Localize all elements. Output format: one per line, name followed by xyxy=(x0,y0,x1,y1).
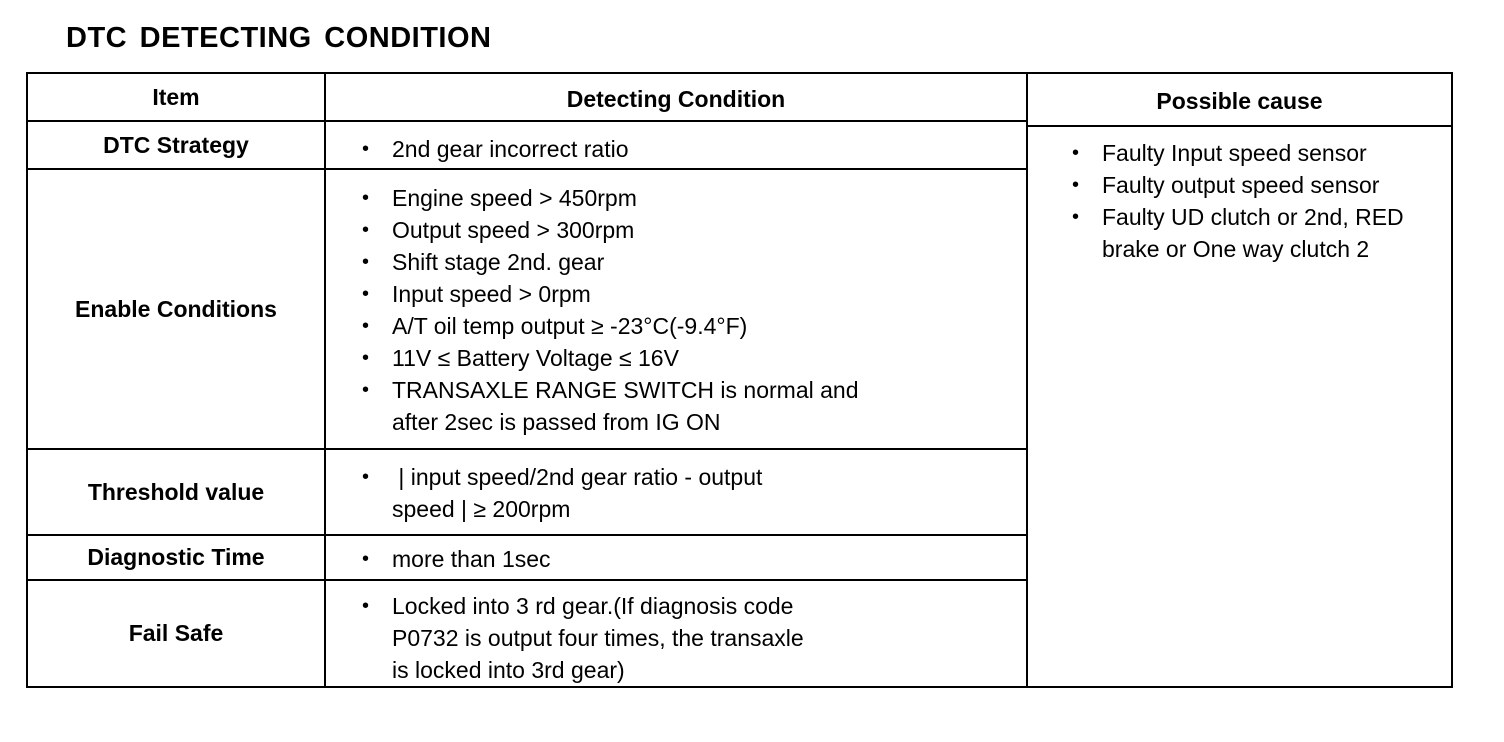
condition-line: • more than 1sec xyxy=(362,543,1016,575)
condition-line: • 11V ≤ Battery Voltage ≤ 16V xyxy=(362,342,1016,374)
condition-line: • Shift stage 2nd. gear xyxy=(362,246,1016,278)
item-enable-conditions: Enable Conditions xyxy=(75,295,277,322)
item-dtc-strategy: DTC Strategy xyxy=(103,131,249,158)
condition-line: • Output speed > 300rpm xyxy=(362,214,1016,246)
item-fail-safe: Fail Safe xyxy=(128,620,224,646)
bullet-icon: • xyxy=(362,251,370,273)
header-possible-cause: Possible cause xyxy=(1156,88,1323,114)
condition-line: • Engine speed > 450rpm xyxy=(362,182,1016,214)
condition-fail-safe xyxy=(326,584,1026,688)
bullet-icon: • xyxy=(362,548,370,570)
condition-line: • | input speed/2nd gear ratio - output xyxy=(362,461,1016,493)
cause-line-continued: brake or One way clutch 2 xyxy=(1102,236,1370,262)
condition-threshold-value xyxy=(326,452,1026,534)
bullet-icon: • xyxy=(1072,142,1080,164)
bullet-icon: • xyxy=(362,219,370,241)
bullet-icon: • xyxy=(362,466,370,488)
condition-line-continued: after 2sec is passed from IG ON xyxy=(392,409,721,435)
header-detecting-condition: Detecting Condition xyxy=(566,86,786,112)
condition-line-continued: is locked into 3rd gear) xyxy=(392,657,625,683)
page-title: DTC DETECTING CONDITION xyxy=(66,22,492,54)
condition-line-continued: P0732 is output four times, the transaxle xyxy=(392,625,804,651)
condition-dtc-strategy xyxy=(326,127,1026,171)
condition-line: • Locked into 3 rd gear.(If diagnosis code xyxy=(362,590,1016,622)
condition-enable-conditions xyxy=(326,172,1026,448)
bullet-icon: • xyxy=(362,138,370,160)
bullet-icon: • xyxy=(1072,174,1080,196)
cause-line: • Faulty output speed sensor xyxy=(1072,169,1451,201)
bullet-icon: • xyxy=(362,347,370,369)
possible-cause-cell xyxy=(1028,127,1451,686)
bullet-icon: • xyxy=(362,315,370,337)
condition-line: • A/T oil temp output ≥ -23°C(-9.4°F) xyxy=(362,310,1016,342)
cause-line: • Faulty Input speed sensor xyxy=(1072,137,1451,169)
item-diagnostic-time: Diagnostic Time xyxy=(87,544,265,570)
condition-line: • TRANSAXLE RANGE SWITCH is normal and xyxy=(362,374,1016,406)
bullet-icon: • xyxy=(362,595,370,617)
dtc-table xyxy=(26,72,1453,688)
item-threshold-value: Threshold value xyxy=(87,478,265,505)
condition-line: • 2nd gear incorrect ratio xyxy=(362,133,1016,165)
bullet-icon: • xyxy=(1072,206,1080,228)
bullet-icon: • xyxy=(362,283,370,305)
condition-line: • Input speed > 0rpm xyxy=(362,278,1016,310)
header-item: Item xyxy=(152,83,200,110)
bullet-icon: • xyxy=(362,187,370,209)
condition-line-continued: speed | ≥ 200rpm xyxy=(392,496,571,522)
condition-diagnostic-time xyxy=(326,537,1026,581)
cause-line: • Faulty UD clutch or 2nd, RED xyxy=(1072,201,1451,233)
bullet-icon: • xyxy=(362,379,370,401)
